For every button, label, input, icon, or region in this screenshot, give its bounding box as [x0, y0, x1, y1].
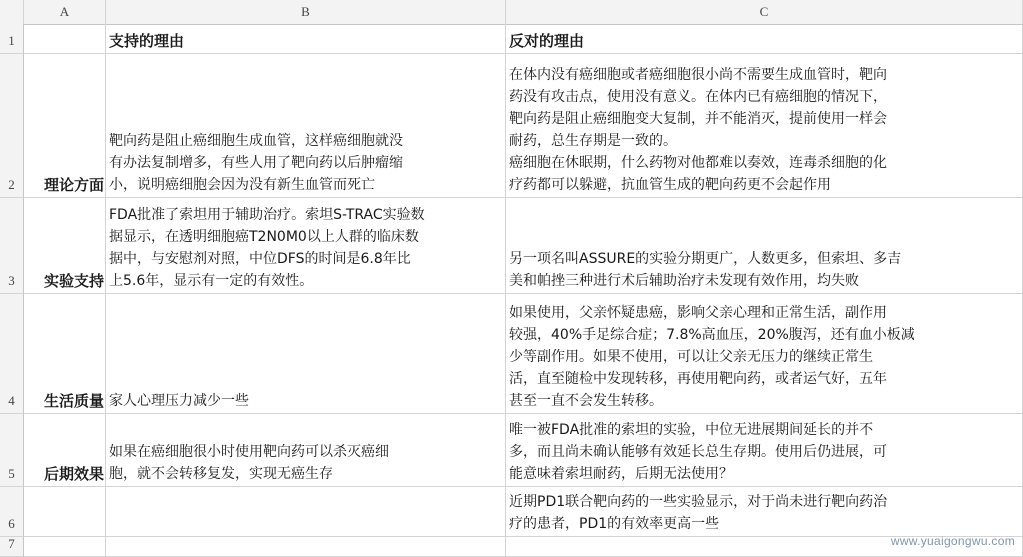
row-header-4[interactable]: 4	[0, 294, 24, 414]
row-label-outcome: 后期效果	[43, 465, 104, 483]
site-watermark: www.yuaigongwu.com	[890, 534, 1015, 548]
cell-c6[interactable]	[506, 487, 1023, 537]
cell-a4[interactable]	[24, 294, 106, 414]
column-header-c[interactable]: C	[506, 0, 1023, 24]
cell-b2[interactable]	[106, 54, 506, 198]
oppose-theory-text: 在体内没有癌细胞或者癌细胞很小尚不需要生成血管时，靶向 药没有攻击点，使用没有意义。在体内已有癌细胞的情况下， 靶向药是阻止癌细胞变大复制，并不能消灭，提前使用一样会 耐药，总生存期是一致的。 癌细胞在休眠期，什么药物对他都难以奏效，连毒杀细胞的化 疗药都可以躲避，抗血管生成的靶向药更不会起作用	[509, 67, 887, 193]
cell-b5[interactable]	[106, 414, 506, 487]
row-header-7[interactable]: 7	[0, 537, 24, 557]
cell-a7[interactable]	[24, 537, 106, 557]
column-header-b[interactable]: B	[106, 0, 506, 24]
row-header-5[interactable]: 5	[0, 414, 24, 487]
row-header-3[interactable]: 3	[0, 198, 24, 294]
cell-c1[interactable]	[506, 24, 1023, 54]
column-header-a[interactable]: A	[24, 0, 106, 24]
row-header-6[interactable]: 6	[0, 487, 24, 537]
row-label-quality: 生活质量	[43, 392, 104, 410]
row-label-experiment: 实验支持	[43, 272, 104, 290]
oppose-pd1-text: 近期PD1联合靶向药的一些实验显示，对于尚未进行靶向药治 疗的患者，PD1的有效率更高一些	[509, 494, 888, 532]
support-theory-text: 靶向药是阻止癌细胞生成血管，这样癌细胞就没 有办法复制增多，有些人用了靶向药以后肿瘤缩 小，说明癌细胞会因为没有新生血管而死亡	[109, 133, 403, 193]
cell-a6[interactable]	[24, 487, 106, 537]
cell-c3[interactable]	[506, 198, 1023, 294]
cell-c2[interactable]	[506, 54, 1023, 198]
support-quality-text: 家人心理压力减少一些	[109, 393, 249, 409]
support-header: 支持的理由	[109, 32, 185, 50]
cell-b1[interactable]	[106, 24, 506, 54]
cell-a2[interactable]	[24, 54, 106, 198]
cell-b3[interactable]	[106, 198, 506, 294]
select-all-corner[interactable]	[0, 0, 24, 24]
support-outcome-text: 如果在癌细胞很小时使用靶向药可以杀灭癌细 胞，就不会转移复发，实现无癌生存	[109, 444, 389, 482]
cell-a5[interactable]	[24, 414, 106, 487]
oppose-quality-text: 如果使用，父亲怀疑患癌，影响父亲心理和正常生活，副作用 较强，40%手足综合症；7.8%高血压，20%腹泻，还有血小板减 少等副作用。如果不使用，可以让父亲无压力的继续正常生 活，直至随检中发现转移，再使用靶向药，或者运气好，五年 甚至一直不会发生转移。	[509, 305, 915, 409]
oppose-outcome-text: 唯一被FDA批准的索坦的实验，中位无进展期间延长的并不 多，而且尚未确认能够有效延长总生存期。使用后仍进展，可 能意味着索坦耐药，后期无法使用？	[509, 422, 887, 482]
cell-a3[interactable]	[24, 198, 106, 294]
column-header-bar	[0, 0, 1023, 25]
cell-a1[interactable]	[24, 24, 106, 54]
oppose-experiment-text: 另一项名叫ASSURE的实验分期更广，人数更多，但索坦、多吉 美和帕挫三种进行术后辅助治疗未发现有效作用，均失败	[509, 251, 902, 289]
cell-c4[interactable]	[506, 294, 1023, 414]
support-experiment-text: FDA批准了索坦用于辅助治疗。索坦S-TRAC实验数 据显示，在透明细胞癌T2N0M0以上人群的临床数 据中，与安慰剂对照，中位DFS的时间是6.8年比 上5.6年，显示有一定的有效性。	[109, 207, 425, 289]
row-label-theory: 理论方面	[43, 176, 104, 194]
oppose-header: 反对的理由	[509, 32, 585, 50]
row-header-1[interactable]: 1	[0, 24, 24, 54]
row-header-2[interactable]: 2	[0, 54, 24, 198]
cell-b7[interactable]	[106, 537, 506, 557]
cell-b4[interactable]	[106, 294, 506, 414]
cell-b6[interactable]	[106, 487, 506, 537]
cell-c5[interactable]	[506, 414, 1023, 487]
